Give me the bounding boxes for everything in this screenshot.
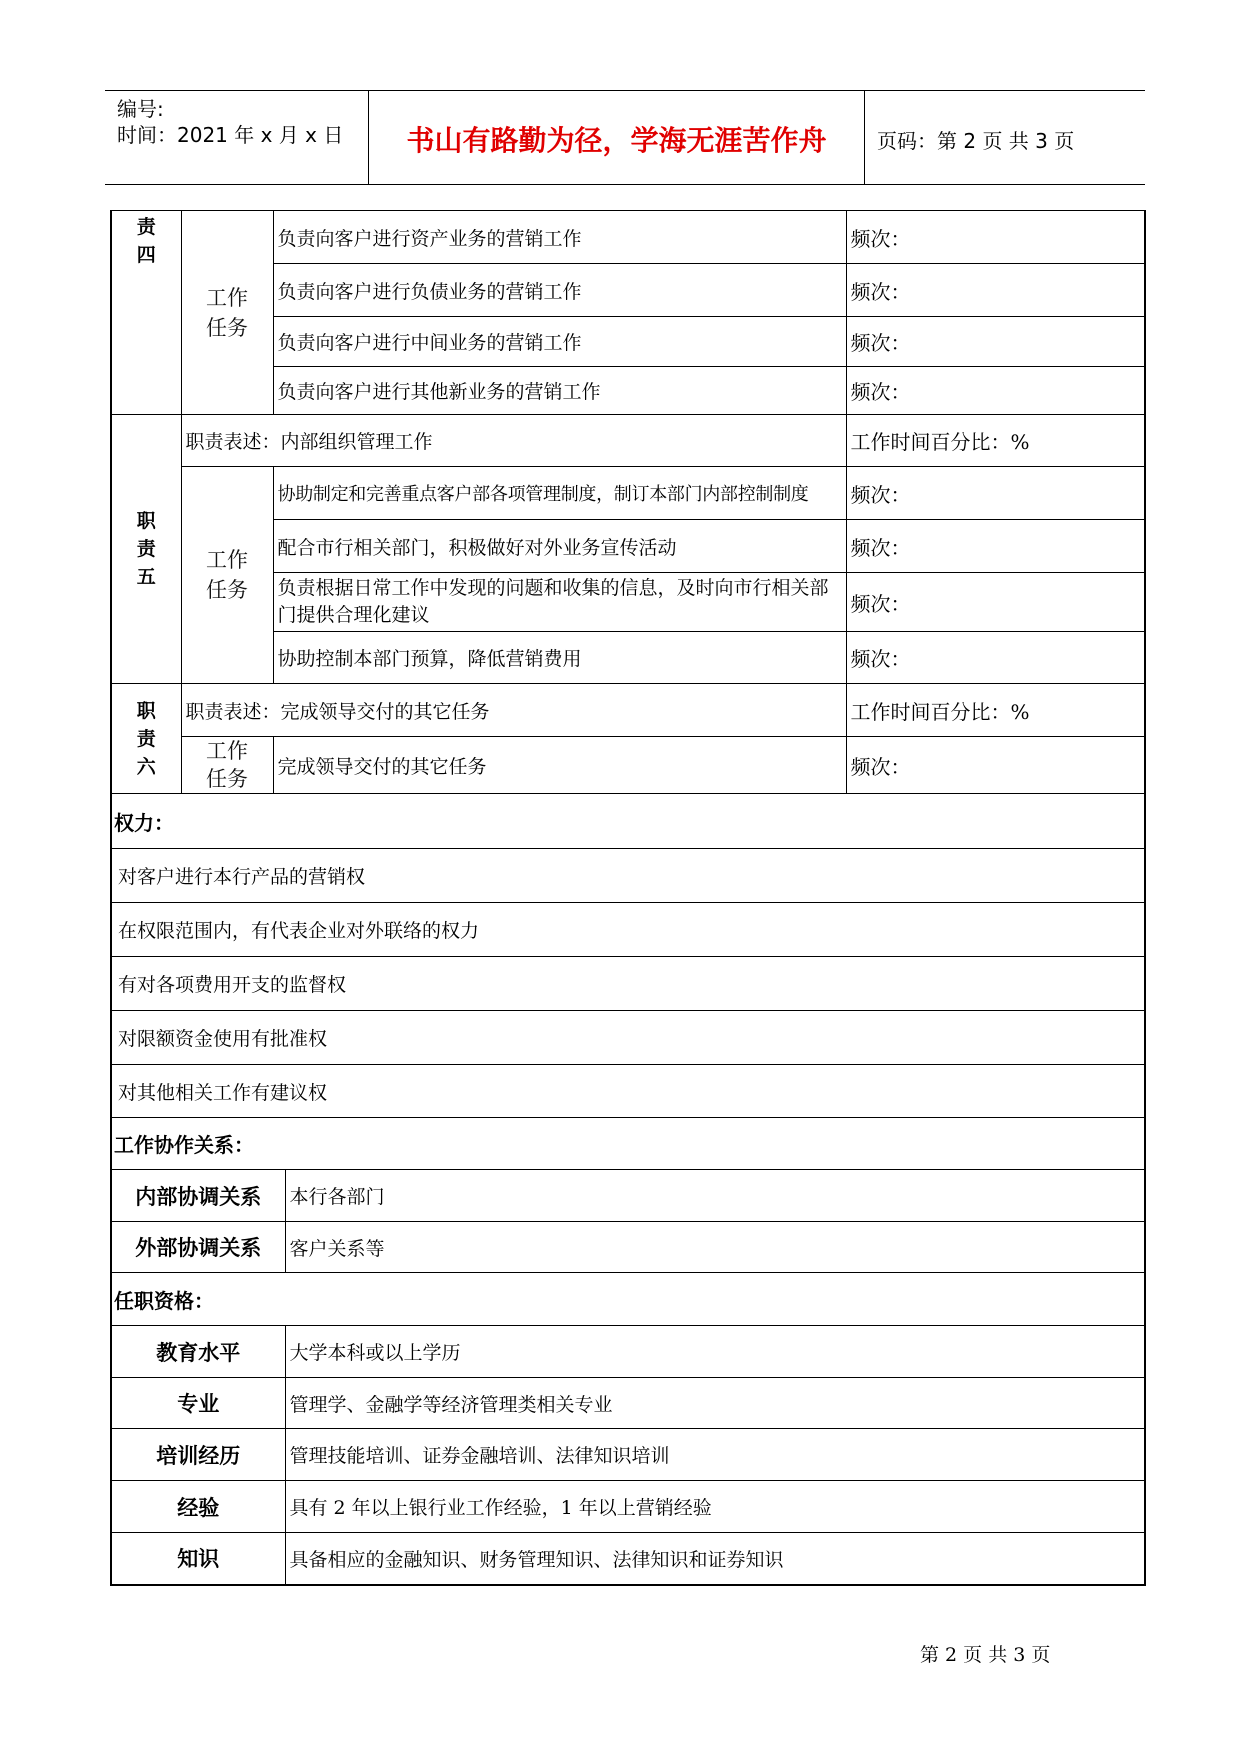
task-frequency: 频次：: [846, 317, 1145, 367]
authority-item: 有对各项费用开支的监督权: [111, 957, 1145, 1011]
time-percentage: 工作时间百分比：%: [846, 684, 1145, 737]
header-page-info: 页码：第 2 页 共 3 页: [877, 129, 1075, 153]
authority-item: 对客户进行本行产品的营销权: [111, 849, 1145, 903]
task-text: 负责向客户进行资产业务的营销工作: [273, 211, 846, 264]
duty6-row: [111, 737, 1145, 794]
task-frequency: 频次：: [846, 211, 1145, 264]
qualification-label: 培训经历: [111, 1429, 285, 1481]
task-text: 协助制定和完善重点客户部各项管理制度，制订本部门内部控制制度: [273, 467, 846, 520]
duty5-label: 职 责 五: [111, 415, 181, 684]
task-frequency: 频次：: [846, 367, 1145, 415]
duty4-task-label: 工作 任务: [181, 211, 273, 415]
qualification-label: 专业: [111, 1378, 285, 1429]
header-page-cell: [865, 91, 1145, 184]
duty-description: 职责表述：内部组织管理工作: [181, 415, 846, 467]
table-row: [111, 1170, 1145, 1222]
qualification-value: 大学本科或以上学历: [285, 1326, 1145, 1378]
duty6-label: 职 责 六: [111, 684, 181, 794]
duty6-task-label: 工作 任务: [181, 737, 273, 794]
task-frequency: 频次：: [846, 264, 1145, 317]
job-description-table: [110, 210, 1146, 1586]
header-meta-cell: [105, 91, 369, 184]
duty-description: 职责表述：完成领导交付的其它任务: [181, 684, 846, 737]
duty5-row: [111, 467, 1145, 520]
authority-item: 对其他相关工作有建议权: [111, 1065, 1145, 1118]
task-frequency: 频次：: [846, 467, 1145, 520]
list-item: [111, 1011, 1145, 1065]
qualification-label: 教育水平: [111, 1326, 285, 1378]
cooperation-heading-row: [111, 1118, 1145, 1170]
list-item: [111, 957, 1145, 1011]
table-row: [111, 1222, 1145, 1273]
cooperation-heading: 工作协作关系：: [111, 1118, 1145, 1170]
duty4-row: [111, 211, 1145, 264]
task-text: 负责向客户进行其他新业务的营销工作: [273, 367, 846, 415]
page-header: [105, 90, 1145, 185]
authority-heading-row: [111, 794, 1145, 849]
list-item: [111, 1065, 1145, 1118]
qualification-value: 管理技能培训、证券金融培训、法律知识培训: [285, 1429, 1145, 1481]
document-date: 时间：2021 年 x 月 x 日: [117, 123, 344, 147]
table-row: [111, 1378, 1145, 1429]
cooperation-label: 外部协调关系: [111, 1222, 285, 1273]
qualification-label: 知识: [111, 1533, 285, 1585]
qualification-heading: 任职资格：: [111, 1273, 1145, 1326]
document-number-label: 编号:: [117, 97, 164, 121]
task-text: 负责根据日常工作中发现的问题和收集的信息，及时向市行相关部门提供合理化建议: [273, 573, 846, 632]
task-frequency: 频次：: [846, 632, 1145, 684]
qualification-value: 具备相应的金融知识、财务管理知识、法律知识和证券知识: [285, 1533, 1145, 1585]
duty4-label: 责 四: [111, 211, 181, 415]
authority-item: 在权限范围内，有代表企业对外联络的权力: [111, 903, 1145, 957]
task-text: 负责向客户进行负债业务的营销工作: [273, 264, 846, 317]
task-frequency: 频次：: [846, 573, 1145, 632]
table-row: [111, 1429, 1145, 1481]
task-frequency: 频次：: [846, 737, 1145, 794]
duty5-description-row: [111, 415, 1145, 467]
qualification-value: 具有 2 年以上银行业工作经验，1 年以上营销经验: [285, 1481, 1145, 1533]
qualification-heading-row: [111, 1273, 1145, 1326]
page-footer: 第 2 页 共 3 页: [920, 1644, 1051, 1666]
task-text: 协助控制本部门预算，降低营销费用: [273, 632, 846, 684]
authority-heading: 权力：: [111, 794, 1145, 849]
task-text: 配合市行相关部门，积极做好对外业务宣传活动: [273, 520, 846, 573]
table-row: [111, 1481, 1145, 1533]
task-text: 负责向客户进行中间业务的营销工作: [273, 317, 846, 367]
authority-item: 对限额资金使用有批准权: [111, 1011, 1145, 1065]
table-row: [111, 1533, 1145, 1585]
duty5-task-label: 工作 任务: [181, 467, 273, 684]
task-text: 完成领导交付的其它任务: [273, 737, 846, 794]
header-motto: 书山有路勤为径，学海无涯苦作舟: [406, 124, 827, 157]
duty6-description-row: [111, 684, 1145, 737]
time-percentage: 工作时间百分比：%: [846, 415, 1145, 467]
list-item: [111, 903, 1145, 957]
cooperation-value: 客户关系等: [285, 1222, 1145, 1273]
cooperation-value: 本行各部门: [285, 1170, 1145, 1222]
qualification-label: 经验: [111, 1481, 285, 1533]
table-row: [111, 1326, 1145, 1378]
cooperation-label: 内部协调关系: [111, 1170, 285, 1222]
task-frequency: 频次：: [846, 520, 1145, 573]
header-motto-cell: [369, 91, 865, 184]
list-item: [111, 849, 1145, 903]
qualification-value: 管理学、金融学等经济管理类相关专业: [285, 1378, 1145, 1429]
